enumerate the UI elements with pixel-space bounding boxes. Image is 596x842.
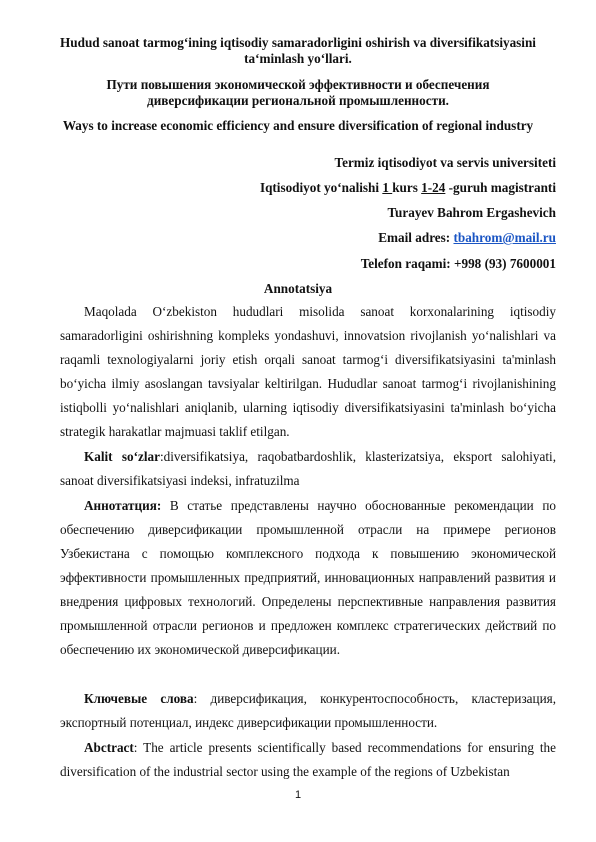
abstract-russian	[60, 494, 556, 662]
abstract-english-label: Abctract	[84, 740, 134, 755]
keywords-russian-text: : диверсификация, конкурентоспособность, кластеризация, экспортный потенциал, индекс диверсификации промышленности.	[60, 691, 556, 730]
keywords-uzbek-label: Kalit so‘zlar	[84, 449, 160, 464]
abstract-english	[60, 736, 556, 784]
title-english: Ways to increase economic efficiency and ensure diversification of regional industry	[62, 118, 534, 133]
page-number: 1	[294, 789, 302, 801]
keywords-uzbek-text: :diversifikatsiya, raqobatbardoshlik, klasterizatsiya, eksport salohiyati, sanoat diversifikatsiyasi indeksi, infratuzilma	[60, 449, 556, 488]
course-label: kurs	[392, 180, 422, 195]
abstract-russian-text: В статье представлены научно обоснованные рекомендации по обеспечению диверсификации промышленной отрасли на примере регионов Узбекистана с помощью комплексного подхода к повышению экономической эффективности промышленных предприятий, инновационных направлений развития и внедрения цифровых технологий. Определены перспективные направления развития промышленной отрасли регионов и предложен комплекс стратегических действий по обеспечению их экономической диверсификации.	[60, 498, 556, 657]
group-number: 1-24	[421, 180, 446, 195]
author-university: Termiz iqtisodiyot va servis universiteti	[334, 155, 556, 170]
annotation-heading: Annotatsiya	[263, 281, 333, 296]
email-link[interactable]: tbahrom@mail.ru	[453, 230, 556, 245]
abstract-english-text: : The article presents scientifically based recommendations for ensuring the diversification of the industrial sector using the example of the regions of Uzbekistan	[60, 740, 556, 779]
title-russian: Пути повышения экономической эффективности и обеспечения диверсификации региональной промышленности.	[106, 77, 490, 108]
author-email-line	[378, 230, 556, 246]
author-program	[260, 180, 556, 196]
email-label: Email adres:	[378, 230, 454, 245]
keywords-uzbek	[60, 445, 556, 493]
keywords-russian	[60, 687, 556, 735]
abstract-uzbek: Maqolada O‘zbekiston hududlari misolida sanoat korxonalarining iqtisodiy samaradorligini oshirishning kompleks yondashuvi, innovatsion rivojlanish yo‘nalishlari va raqamli texnologiyalarni joriy etish orqali sanoat tarmog‘i diversifikatsiyasini ta'minlash bo‘yicha ilmiy asoslangan tavsiyalar keltirilgan. Hududlar sanoat tarmog‘i rivojlanishining istiqbolli yo‘nalishlari aniqlanib, ularning iqtisodiy diversifikatsiyasini ta'minlash bo‘yicha strategik harakatlar majmuasi taklif etilgan.	[60, 304, 556, 439]
keywords-russian-label: Ключевые слова	[84, 691, 194, 706]
program-suffix: -guruh magistranti	[445, 180, 556, 195]
author-name: Turayev Bahrom Ergashevich	[387, 205, 556, 220]
course-number: 1	[382, 180, 393, 195]
author-phone: Telefon raqami: +998 (93) 7600001	[360, 256, 556, 271]
title-uzbek: Hudud sanoat tarmog‘ining iqtisodiy samaradorligini oshirish va diversifikatsiyasini ta‘minlash yo‘llari.	[60, 35, 536, 66]
abstract-russian-label: Аннотатция:	[84, 498, 162, 513]
program-prefix: Iqtisodiyot yo‘nalishi	[259, 180, 383, 195]
